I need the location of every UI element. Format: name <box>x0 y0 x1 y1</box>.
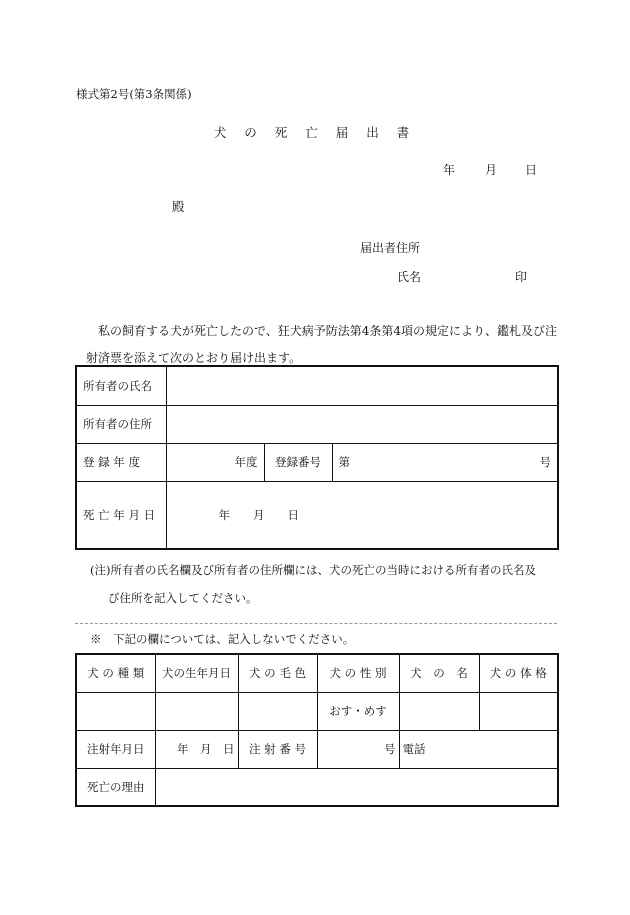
form-number-label: 様式第2号(第3条関係) <box>76 87 192 101</box>
dai-label: 第 <box>338 455 350 469</box>
vaccination-date-field[interactable]: 年 月 日 <box>155 730 238 768</box>
owner-name-label: 所有者の氏名 <box>76 366 166 405</box>
owner-name-field[interactable] <box>166 366 558 405</box>
header-dog-birthdate: 犬の生年月日 <box>155 654 238 692</box>
injection-number-label: 注 射 番 号 <box>238 730 317 768</box>
registration-year-field[interactable] <box>166 443 264 481</box>
header-dog-breed: 犬 の 種 類 <box>76 654 155 692</box>
registration-number-field[interactable] <box>332 443 558 481</box>
table-row <box>76 405 558 443</box>
note-line-1: (注)所有者の氏名欄及び所有者の住所欄には、犬の死亡の当時における所有者の氏名及 <box>90 563 536 577</box>
year-unit: 年度 <box>234 455 258 469</box>
vaccination-date-label: 注射年月日 <box>76 730 155 768</box>
notifier-address-label: 届出者住所 <box>360 241 421 255</box>
phone-label: 電話 <box>402 742 426 756</box>
dog-breed-field[interactable] <box>76 692 155 730</box>
death-reason-label: 死亡の理由 <box>76 768 155 806</box>
dog-sex-field[interactable]: おす・めす <box>317 692 399 730</box>
go-label: 号 <box>539 455 551 469</box>
seal-mark: 印 <box>514 270 527 284</box>
header-dog-sex: 犬 の 性 別 <box>317 654 399 692</box>
table-row <box>76 730 558 768</box>
injection-go-label: 号 <box>384 742 396 756</box>
note-line-2: び住所を記入してください。 <box>108 591 258 605</box>
phone-field[interactable] <box>399 730 558 768</box>
registration-year-label: 登 録 年 度 <box>76 443 166 481</box>
table-row <box>76 366 558 405</box>
header-dog-coat-color: 犬 の 毛 色 <box>238 654 317 692</box>
addressee-suffix: 殿 <box>172 199 185 214</box>
death-date-label: 死 亡 年 月 日 <box>76 481 166 549</box>
declaration-line-2: 射済票を添えて次のとおり届け出ます。 <box>86 351 302 365</box>
note-text <box>90 556 560 612</box>
notifier-name-row <box>397 268 527 285</box>
declaration-text <box>86 318 566 372</box>
date-day: 日 <box>525 163 538 177</box>
table-row <box>76 443 558 481</box>
notifier-name-label: 氏名 <box>397 270 422 284</box>
dog-birthdate-field[interactable] <box>155 692 238 730</box>
table-row <box>76 692 558 730</box>
dashed-divider <box>75 623 557 624</box>
owner-address-label: 所有者の住所 <box>76 405 166 443</box>
injection-number-field[interactable] <box>317 730 399 768</box>
table-row <box>76 654 558 692</box>
document-title: 犬 の 死 亡 届 出 書 <box>213 125 417 140</box>
owner-address-field[interactable] <box>166 405 558 443</box>
dog-size-field[interactable] <box>479 692 558 730</box>
submission-date <box>443 161 537 178</box>
office-use-notice: ※ 下記の欄については、記入しないでください。 <box>90 632 355 646</box>
date-year: 年 <box>443 163 456 177</box>
header-dog-name: 犬 の 名 <box>399 654 479 692</box>
owner-info-table <box>75 365 559 550</box>
date-month: 月 <box>485 163 498 177</box>
dog-coat-color-field[interactable] <box>238 692 317 730</box>
death-reason-field[interactable] <box>155 768 558 806</box>
header-dog-size: 犬 の 体 格 <box>479 654 558 692</box>
declaration-line-1: 私の飼育する犬が死亡したので、狂犬病予防法第4条第4項の規定により、鑑札及び注 <box>98 324 558 338</box>
death-date-field[interactable]: 年 月 日 <box>166 481 558 549</box>
dog-info-table <box>75 653 559 807</box>
dog-name-field[interactable] <box>399 692 479 730</box>
registration-number-label: 登録番号 <box>264 443 332 481</box>
table-row <box>76 481 558 549</box>
table-row <box>76 768 558 806</box>
